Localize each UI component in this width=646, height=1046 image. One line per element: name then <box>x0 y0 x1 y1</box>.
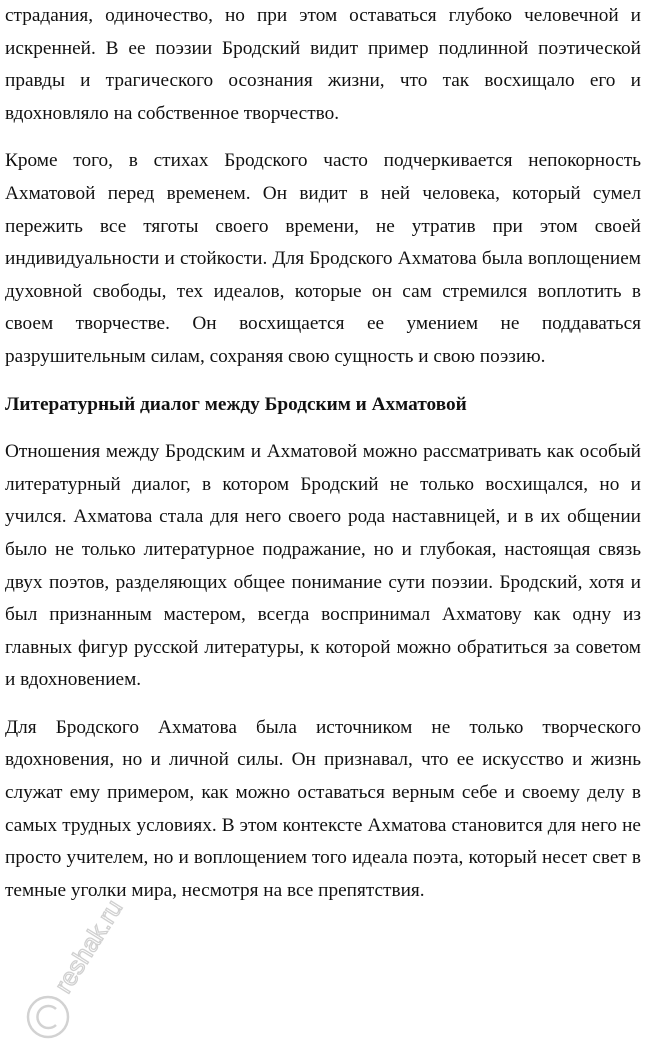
watermark-circle <box>28 997 68 1037</box>
paragraph-1: страдания, одиночество, но при этом оставаться глубоко человечной и искренней. В ее поэзии Бродский видит пример подлинной поэтической правды и трагического осознания жизни, что так восхищало его и вдохновляло на собственное творчество. <box>5 5 641 124</box>
paragraph-3: Отношения между Бродским и Ахматовой можно рассматривать как особый литературный диалог, в котором Бродский не только восхищался, но и учился. Ахматова стала для него своего рода наставницей, и в их общении было не только литературное подражание, но и глубокая, настоящая связь двух поэтов, разделяющих общее понимание сути поэзии. Бродский, хотя и был признанным мастером, всегда воспринимал Ахматову как одну из главных фигур русской литературы, к которой можно обратиться за советом и вдохновением. <box>5 441 641 691</box>
watermark-text: reshak.ru <box>49 894 129 999</box>
paragraph-2: Кроме того, в стихах Бродского часто подчеркивается непокорность Ахматовой перед временем. Он видит в ней человека, который сумел пережить все тяготы своего времени, не утратив при этом своей индивидуальности и стойкости. Для Бродского Ахматова была воплощением духовной свободы, тех идеалов, которые он сам стремился воплотить в своем творчестве. Он восхищается ее умением не поддаваться разрушительным силам, сохраняя свою сущность и свою поэзию. <box>5 150 641 367</box>
paragraph-4: Для Бродского Ахматова была источником не только творческого вдохновения, но и личной силы. Он признавал, что ее искусство и жизнь служат ему примером, как можно оставаться верным себе и своему делу в самых трудных условиях. В этом контексте Ахматова становится для него не просто учителем, но и воплощением того идеала поэта, который несет свет в темные уголки мира, несмотря на все препятствия. <box>5 716 641 901</box>
section-heading: Литературный диалог между Бродским и Ахматовой <box>5 393 467 415</box>
document-page <box>5 0 641 922</box>
watermark-c-mark <box>37 1006 56 1028</box>
